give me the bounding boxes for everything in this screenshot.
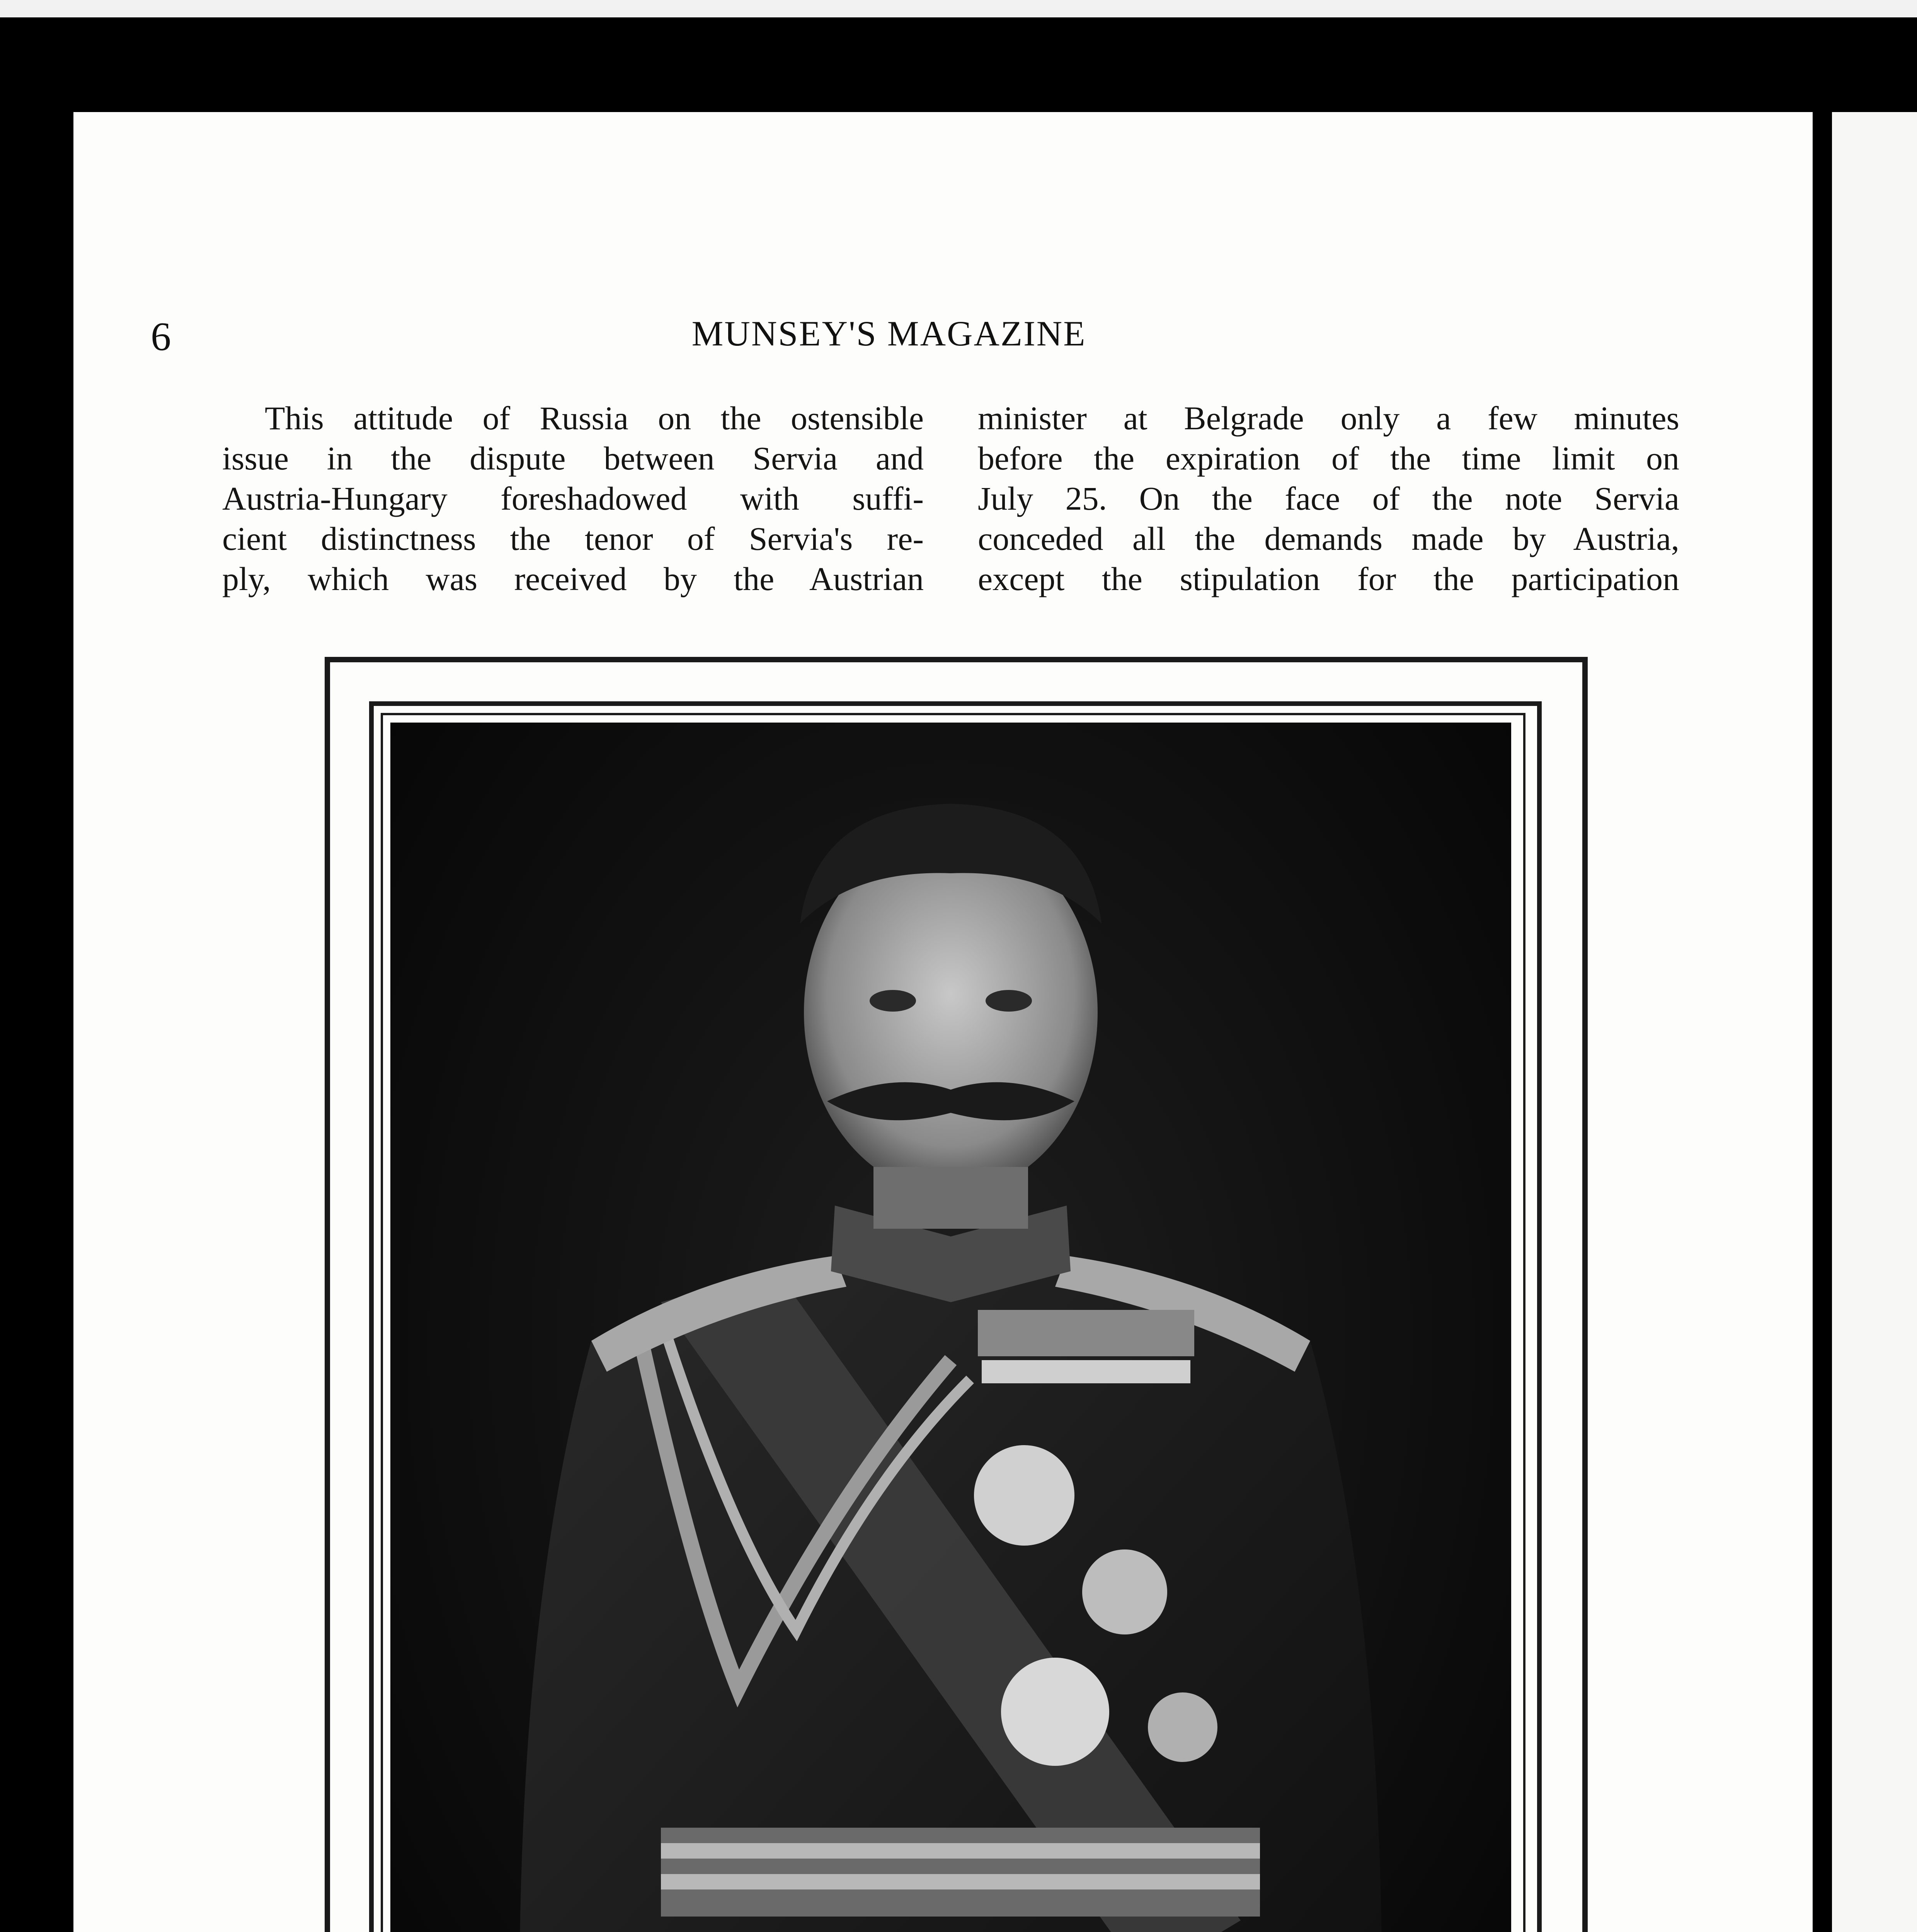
scan-top-edge bbox=[0, 0, 1917, 17]
portrait-illustration bbox=[390, 723, 1511, 1932]
text-line: This attitude of Russia on the ostensible bbox=[265, 400, 924, 437]
adjacent-page-edge bbox=[1832, 112, 1917, 1932]
text-column-left bbox=[222, 398, 924, 599]
text-line: July 25. On the face of the note Servia bbox=[978, 480, 1679, 517]
text-line: conceded all the demands made by Austria, bbox=[978, 520, 1679, 557]
text-line: cient distinctness the tenor of Servia's re- bbox=[222, 520, 924, 557]
text-line: minister at Belgrade only a few minutes bbox=[978, 400, 1679, 437]
text-line: ply, which was received by the Austrian bbox=[222, 560, 924, 597]
page-number: 6 bbox=[151, 314, 171, 359]
text-line: before the expiration of the time limit on bbox=[978, 440, 1679, 477]
text-line: Austria-Hungary foreshadowed with suffi- bbox=[222, 480, 924, 517]
text-line: issue in the dispute between Servia and bbox=[222, 440, 924, 477]
text-line: except the stipulation for the participation bbox=[978, 560, 1679, 597]
portrait-photograph bbox=[390, 723, 1511, 1932]
running-head-title: MUNSEY'S MAGAZINE bbox=[691, 314, 1086, 353]
text-column-right bbox=[978, 398, 1679, 599]
